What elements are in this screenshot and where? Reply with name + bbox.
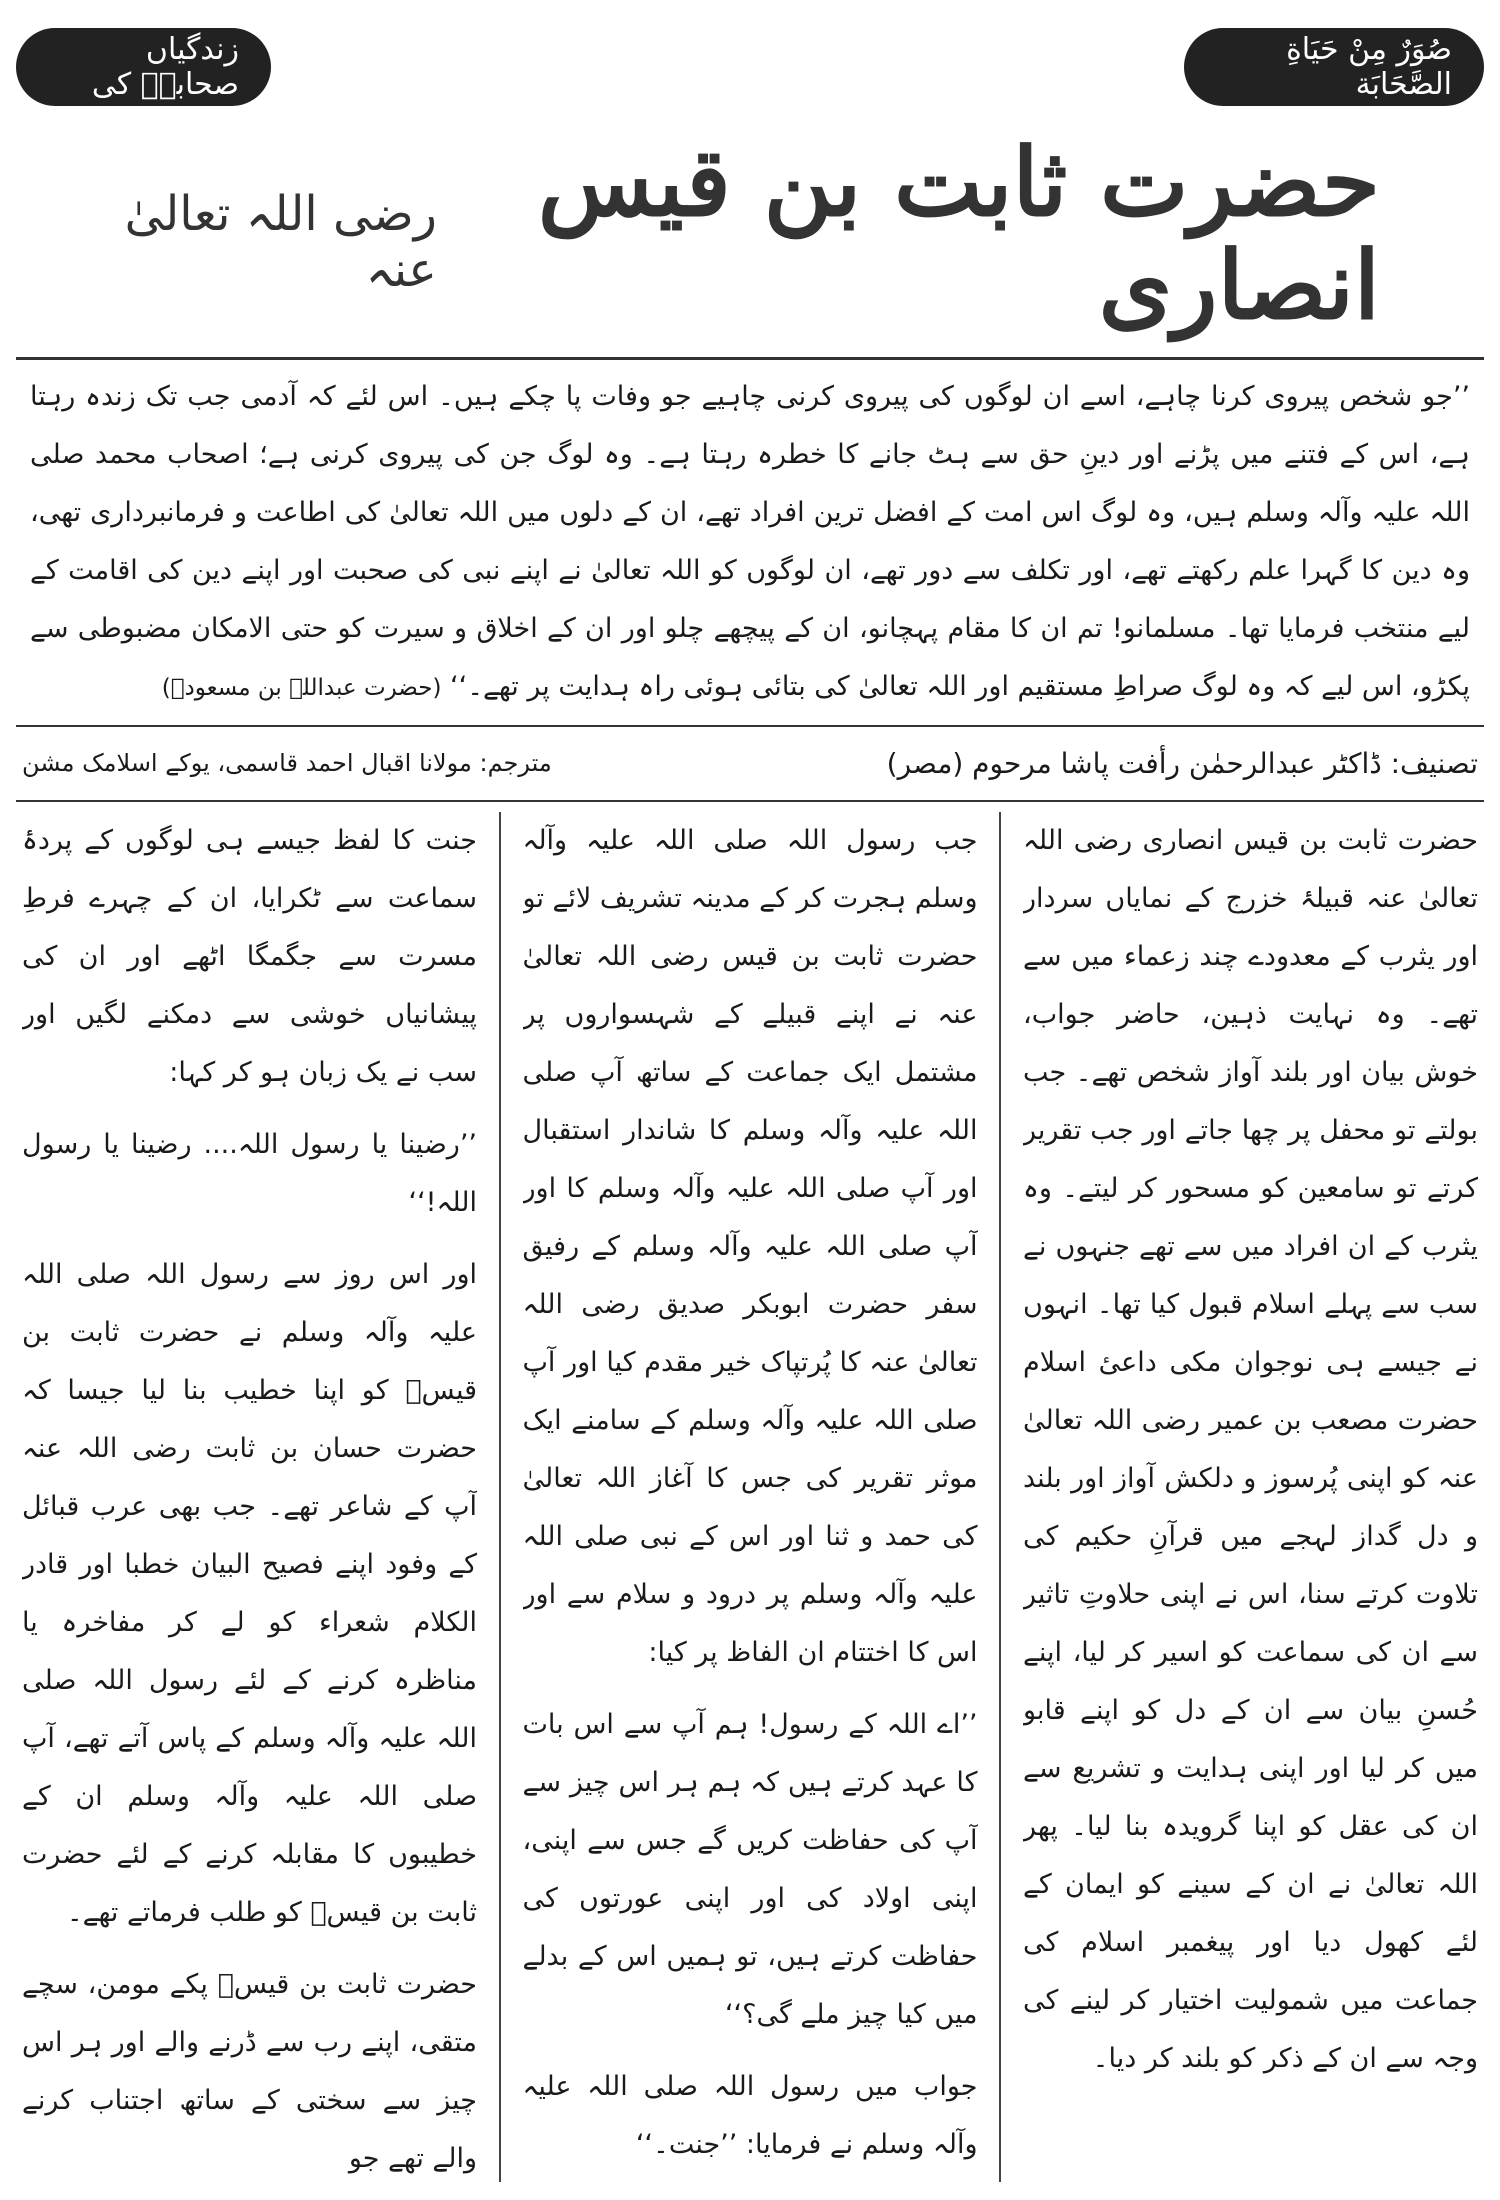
divider-credits-bottom: [16, 800, 1484, 802]
paragraph: جب رسول اللہ صلی اللہ علیہ وآلہ وسلم ہجرت کر کے مدینہ تشریف لائے تو حضرت ثابت بن قیس رضی اللہ تعالیٰ عنہ نے اپنے قبیلے کے شہسواروں پر مشتمل ایک جماعت کے ساتھ آپ صلی اللہ علیہ وآلہ وسلم کا شاندار استقبال اور آپ صلی اللہ علیہ وآلہ وسلم کا اور آپ صلی اللہ علیہ وآلہ وسلم کے رفیق سفر حضرت ابوبکر صدیق رضی اللہ تعالیٰ عنہ کا پُرتپاک خیر مقدم کیا اور آپ صلی اللہ علیہ وآلہ وسلم کے سامنے ایک موثر تقریر کی جس کا آغاز اللہ تعالیٰ کی حمد و ثنا اور اس کے نبی صلی اللہ علیہ وآلہ وسلم پر درود و سلام سے اور اس کا اختتام ان الفاظ پر کیا:: [522, 825, 978, 1668]
series-badge-urdu-text: زندگیاں صحابہؓ کی: [91, 32, 239, 102]
column-divider: [499, 812, 501, 2182]
title-honorific: رضی اللہ تعالیٰ عنہ: [124, 186, 437, 298]
epigraph: [30, 368, 1470, 720]
column-divider: [999, 812, 1001, 2182]
series-badge-arabic-text: صُوَرٌ مِنْ حَيَاةِ الصَّحَابَة: [1286, 32, 1452, 102]
epigraph-source: (حضرت عبداللہ بن مسعودؓ): [161, 675, 442, 701]
column-2: [523, 812, 978, 2182]
divider-top: [16, 357, 1484, 360]
paragraph: ’’رضینا یا رسول اللہ.... رضینا یا رسول اللہ!‘‘: [22, 1129, 477, 1218]
paragraph: جنت کا لفظ جیسے ہی لوگوں کے پردۂ سماعت سے ٹکرایا، ان کے چہرے فرطِ مسرت سے جگمگا اٹھے اور ان کی پیشانیاں خوشی سے دمکنے لگیں اور سب نے یک زبان ہو کر کہا:: [22, 825, 477, 1088]
paragraph: ’’اے اللہ کے رسول! ہم آپ سے اس بات کا عہد کرتے ہیں کہ ہم ہر اس چیز سے آپ کی حفاظت کریں گے جس سے اپنی، اپنی اولاد کی اور اپنی عورتوں کی حفاظت کرتے ہیں، تو ہمیں اس کے بدلے میں کیا چیز ملے گی؟‘‘: [522, 1709, 978, 2030]
credits-line: [22, 735, 1478, 791]
translator-credit: مترجم: مولانا اقبال احمد قاسمی، یوکے اسلامک مشن: [22, 749, 552, 777]
paragraph: حضرت ثابت بن قیس انصاری رضی اللہ تعالیٰ عنہ قبیلۂ خزرج کے نمایاں سردار اور یثرب کے معدودے چند زعماء میں سے تھے۔ وہ نہایت ذہین، حاضر جواب، خوش بیان اور بلند آواز شخص تھے۔ جب بولتے تو محفل پر چھا جاتے اور جب تقریر کرتے تو سامعین کو مسحور کر لیتے۔ وہ یثرب کے ان افراد میں سے تھے جنہوں نے سب سے پہلے اسلام قبول کیا تھا۔ انہوں نے جیسے ہی نوجوان مکی داعیٔ اسلام حضرت مصعب بن عمیر رضی اللہ تعالیٰ عنہ کو اپنی پُرسوز و دلکش آواز اور بلند و دل گداز لہجے میں قرآنِ حکیم کی تلاوت کرتے سنا، اس نے اپنی حلاوتِ تاثیر سے ان کی سماعت کو اسیر کر لیا، اپنے حُسنِ بیان سے ان کے دل کو اپنے قابو میں کر لیا اور اپنی ہدایت و تشریع سے ان کی عقل کو اپنا گرویدہ بنا لیا۔ پھر اللہ تعالیٰ نے ان کے سینے کو ایمان کے لئے کھول دیا اور پیغمبر اسلام کی جماعت میں شمولیت اختیار کر لینے کی وجہ سے ان کے ذکر کو بلند کر دیا۔: [1023, 825, 1478, 2074]
column-1: [1023, 812, 1478, 2182]
paragraph: حضرت ثابت بن قیسؓ پکے مومن، سچے متقی، اپنے رب سے ڈرنے والے اور ہر اس چیز سے سختی کے ساتھ اجتناب کرنے والے تھے جو: [22, 1969, 477, 2174]
paragraph: اور اس روز سے رسول اللہ صلی اللہ علیہ وآلہ وسلم نے حضرت ثابت بن قیسؓ کو اپنا خطیب بنا لیا جیسا کہ حضرت حسان بن ثابت رضی اللہ عنہ آپ کے شاعر تھے۔ جب بھی عرب قبائل کے وفود اپنے فصیح البیان خطبا اور قادر الکلام شعراء کو لے کر مفاخرہ یا مناظرہ کرنے کے لئے رسول اللہ صلی اللہ علیہ وآلہ وسلم کے پاس آتے تھے، آپ صلی اللہ علیہ وآلہ وسلم ان کے خطیبوں کا مقابلہ کرنے کے لئے حضرت ثابت بن قیسؓ کو طلب فرماتے تھے۔: [22, 1259, 477, 1928]
divider-credits-top: [16, 725, 1484, 727]
epigraph-text: ’’جو شخص پیروی کرنا چاہے، اسے ان لوگوں کی پیروی کرنی چاہیے جو وفات پا چکے ہیں۔ اس لئے کہ آدمی جب تک زندہ رہتا ہے، اس کے فتنے میں پڑنے اور دینِ حق سے ہٹ جانے کا خطرہ رہتا ہے۔ وہ لوگ جن کی پیروی کرنی ہے؛ اصحاب محمد صلی اللہ علیہ وآلہ وسلم ہیں، وہ لوگ اس امت کے افضل ترین افراد تھے، ان کے دلوں میں اللہ تعالیٰ کی اطاعت و فرمانبرداری تھی، وہ دین کا گہرا علم رکھتے تھے، اور تکلف سے دور تھے، ان لوگوں کو اللہ تعالیٰ نے اپنے نبی کی صحبت اور اپنے دین کی اقامت کے لیے منتخب فرمایا تھا۔ مسلمانو! تم ان کا مقام پہچانو، ان کے پیچھے چلو اور ان کے اخلاق و سیرت کو حتی الامکان مضبوطی سے پکڑو، اس لیے کہ وہ لوگ صراطِ مستقیم اور اللہ تعالیٰ کی بتائی ہوئی راہ ہدایت پر تھے۔‘‘: [30, 381, 1470, 702]
series-badge-urdu: [16, 28, 271, 106]
column-3: [22, 812, 477, 2182]
article-title: [120, 127, 1380, 341]
author-credit: تصنیف: ڈاکٹر عبدالرحمٰن رأفت پاشا مرحوم (مصر): [886, 746, 1478, 780]
article-columns: [22, 812, 1478, 2182]
paragraph: جواب میں رسول اللہ صلی اللہ علیہ وآلہ وسلم نے فرمایا: ’’جنت۔‘‘: [522, 2071, 978, 2160]
title-main: حضرت ثابت بن قیس انصاری: [537, 127, 1380, 341]
series-badge-arabic: [1184, 28, 1484, 106]
